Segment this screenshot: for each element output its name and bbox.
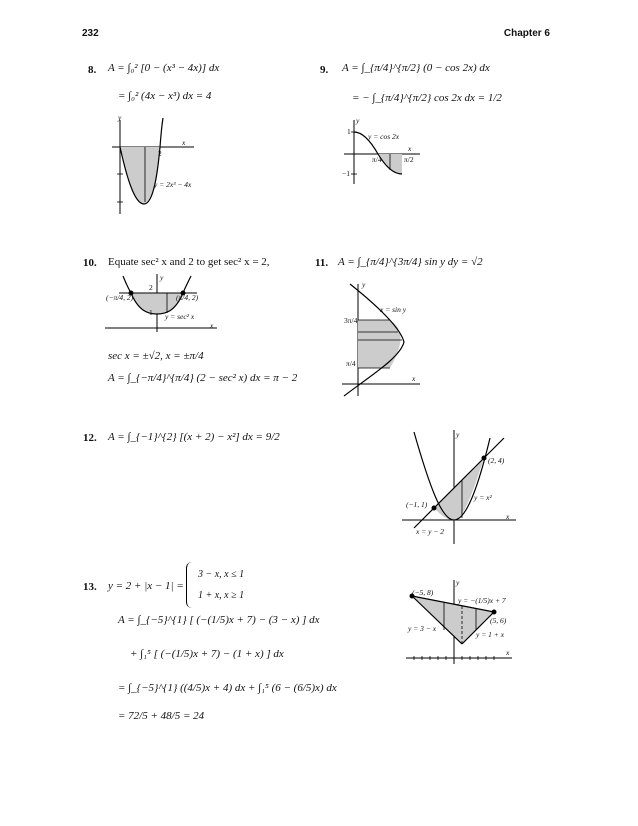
p8-y-label: y bbox=[118, 113, 122, 122]
p10-tick-2: 2 bbox=[149, 283, 153, 292]
problem-10-line-2: sec x = ±√2, x = ±π/4 bbox=[108, 350, 204, 362]
point-b bbox=[492, 610, 497, 615]
case-2: 1 + x, x ≥ 1 bbox=[198, 590, 245, 601]
problem-13-line-5: = 72/5 + 48/5 = 24 bbox=[118, 710, 205, 722]
p13-y-label: y bbox=[456, 578, 460, 587]
p9-tick-pi-2: π/2 bbox=[404, 155, 414, 164]
shaded-region bbox=[120, 147, 160, 204]
problem-10-line-1: Equate sec² x and 2 to get sec² x = 2, bbox=[108, 256, 270, 268]
point-a bbox=[482, 456, 487, 461]
problem-8-line-1: A = ∫₀² [0 − (x³ − 4x)] dx bbox=[108, 62, 220, 74]
problem-13-line-1: y = 2 + |x − 1| = bbox=[108, 580, 184, 592]
p8-curve-label: y = 2x³ − 4x bbox=[154, 180, 192, 189]
p10-x-label: x bbox=[210, 321, 214, 330]
p12-point-a-label: (2, 4) bbox=[488, 456, 505, 465]
p10-tick-1: 1 bbox=[149, 308, 153, 317]
p11-x-label: x bbox=[412, 374, 416, 383]
problem-11-line-1: A = ∫_{π/4}^{3π/4} sin y dy = √2 bbox=[338, 256, 483, 268]
page-number: 232 bbox=[82, 28, 99, 39]
problem-13-line-3: + ∫₁⁵ [ (−(1/5)x + 7) − (1 + x) ] dx bbox=[130, 648, 284, 660]
p9-tick-1: 1 bbox=[347, 127, 351, 136]
p10-point-left-label: (−π/4, 2) bbox=[106, 293, 134, 302]
p12-point-b-label: (−1, 1) bbox=[406, 500, 428, 509]
p12-x-label: x bbox=[506, 512, 510, 521]
p9-y-label: y bbox=[356, 116, 360, 125]
problem-12-number: 12. bbox=[83, 432, 97, 444]
problem-10-line-3: A = ∫_{−π/4}^{π/4} (2 − sec² x) dx = π − 2 bbox=[108, 372, 298, 384]
problem-12-line-1: A = ∫_{−1}^{2} [(x + 2) − x²] dx = 9/2 bbox=[108, 431, 280, 443]
chapter-label: Chapter 6 bbox=[503, 28, 550, 39]
problem-11-graph bbox=[340, 280, 430, 398]
problem-13-line-2: A = ∫_{−5}^{1} [ (−(1/5)x + 7) − (3 − x) ] dx bbox=[118, 614, 320, 626]
problem-13-line-4: = ∫_{−5}^{1} ((4/5)x + 4) dx + ∫₁⁵ (6 − (6/5)x) dx bbox=[118, 682, 337, 694]
p9-tick-pi-4: π/4 bbox=[372, 155, 382, 164]
p13-point-a-label: (−5, 8) bbox=[412, 588, 434, 597]
problem-9-graph bbox=[340, 118, 430, 188]
shaded-region bbox=[358, 320, 401, 368]
p13-line-left-label: y = 3 − x bbox=[408, 624, 437, 633]
p11-tick-pi-4: π/4 bbox=[346, 359, 356, 368]
p8-x-label: x bbox=[182, 138, 186, 147]
p10-point-right-label: (π/4, 2) bbox=[176, 293, 199, 302]
p11-y-label: y bbox=[362, 280, 366, 289]
p12-y-label: y bbox=[456, 430, 460, 439]
cases-brace bbox=[186, 562, 193, 608]
shaded-region bbox=[434, 458, 484, 520]
p12-curve-a-label: y = x² bbox=[474, 493, 492, 502]
p9-tick-minus-1: −1 bbox=[342, 169, 350, 178]
problem-8-graph bbox=[112, 114, 202, 216]
p13-x-label: x bbox=[506, 648, 510, 657]
p12-curve-b-label: x = y − 2 bbox=[416, 527, 445, 536]
problem-8-number: 8. bbox=[88, 64, 97, 76]
p11-curve-label: x = sin y bbox=[380, 305, 407, 314]
problem-10-number: 10. bbox=[83, 257, 97, 269]
problem-13-number: 13. bbox=[83, 581, 97, 593]
p13-line-top-label: y = −(1/5)x + 7 bbox=[458, 596, 506, 605]
p13-point-b-label: (5, 6) bbox=[490, 616, 507, 625]
problem-9-line-1: A = ∫_{π/4}^{π/2} (0 − cos 2x) dx bbox=[342, 62, 490, 74]
p13-line-right-label: y = 1 + x bbox=[476, 630, 505, 639]
p9-x-label: x bbox=[408, 144, 412, 153]
case-1: 3 − x, x ≤ 1 bbox=[198, 569, 245, 580]
problem-8-line-2: = ∫₀² (4x − x³) dx = 4 bbox=[118, 90, 212, 102]
problem-9-line-2: = − ∫_{π/4}^{π/2} cos 2x dx = 1/2 bbox=[352, 92, 502, 104]
p8-tick-2: 2 bbox=[158, 149, 162, 158]
point-b bbox=[432, 506, 437, 511]
p9-curve-label: y = cos 2x bbox=[368, 132, 400, 141]
p10-y-label: y bbox=[160, 273, 164, 282]
p10-curve-label: y = sec² x bbox=[165, 312, 195, 321]
p11-tick-3pi-4: 3π/4 bbox=[344, 316, 358, 325]
problem-11-number: 11. bbox=[315, 257, 329, 269]
problem-9-number: 9. bbox=[320, 64, 329, 76]
